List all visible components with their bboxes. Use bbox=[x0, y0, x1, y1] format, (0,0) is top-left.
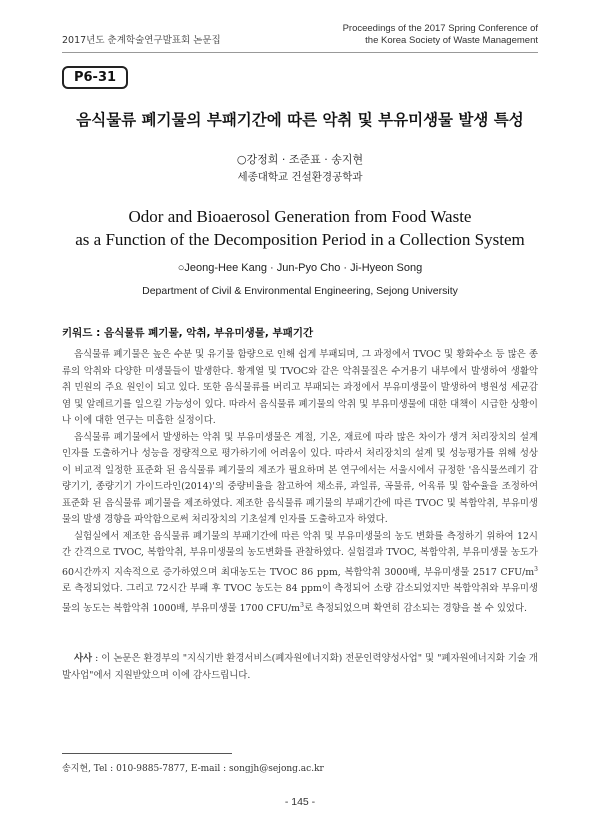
running-header-left: 2017년도 춘계학술연구발표회 논문집 bbox=[62, 35, 221, 46]
paragraph-3-part-b: 로 측정되었다. 그리고 72시간 부패 후 TVOC 농도는 84 ppm이 측정되어 소량 감소되었지만 복합악취와 부유미생물의 농도는 복합악취 1000배, 부유미생물 1700 CFU/m bbox=[62, 583, 538, 614]
paragraph-3-part-a: 실험실에서 제조한 음식물류 폐기물의 부패기간에 따른 악취 및 부유미생물의 농도 변화를 측정하기 위하여 12시간 간격으로 TVOC, 복합악취, 부유미생물의 농도변화를 관찰하였다. 실험결과 TVOC, 복합악취, 부유미생물 농도가 60시간까지 지속적으로 증가하였으며 최대농도는 TVOC 86 ppm, 복합악취 3000배, 부유미생물 2517 CFU/m bbox=[62, 530, 538, 578]
authors-english: ○Jeong-Hee Kang · Jun-Pyo Cho · Ji-Hyeon Song bbox=[177, 262, 423, 274]
paragraph-3-part-c: 로 측정되었으며 확연히 감소되는 경향을 볼 수 있었다. bbox=[303, 602, 527, 614]
header-right-line2: the Korea Society of Waste Management bbox=[365, 35, 538, 46]
acknowledgement bbox=[62, 651, 538, 684]
title-english-line2: as a Function of the Decomposition Period in a Collection System bbox=[75, 230, 525, 249]
title-korean: 음식물류 폐기물의 부패기간에 따른 악취 및 부유미생물 발생 특성 bbox=[76, 111, 524, 129]
paragraph-1: 음식물류 폐기물은 높은 수분 및 유기물 함량으로 인해 쉽게 부패되며, 그 과정에서 TVOC 및 황화수소 등 많은 종류의 악취와 다양한 미생물들이 발생한다. 황계열 및 TVOC와 같은 악취물질은 수거용기 내부에서 발생하여 생활악취 민원의 주요 원인이 되고 있다. 또한 음식물류를 버리고 부패되는 과정에서 부유미생물이 발생하여 병원성 세균감염 및 알레르기를 일으킬 가능성이 있다. 따라서 음식물류 폐기물의 악취 및 부유미생물에 대한 대책이 시급한 상황이나 이에 대한 연구는 미흡한 실정이다. bbox=[62, 349, 538, 426]
page-number: - 145 - bbox=[284, 796, 316, 808]
acknowledgement-text: : 이 논문은 환경부의 "지식기반 환경서비스(폐자원에너지화) 전문인력양성사업" 및 "폐자원에너지화 기술 개발사업"에서 지원받았으며 이에 감사드립니다. bbox=[62, 653, 538, 681]
footnote-divider bbox=[62, 753, 232, 754]
superscript-3-second: 3 bbox=[300, 601, 304, 609]
title-english bbox=[0, 205, 600, 251]
authors-korean: ○강정희 · 조준표 · 송지현 bbox=[236, 153, 364, 166]
header-right-line1: Proceedings of the 2017 Spring Conference of bbox=[342, 23, 538, 34]
title-english-line1: Odor and Bioaerosol Generation from Food Waste bbox=[128, 207, 472, 226]
header-divider bbox=[62, 52, 538, 53]
affiliation-korean: 세종대학교 건설환경공학과 bbox=[237, 171, 363, 183]
paragraph-3 bbox=[62, 529, 538, 618]
abstract-body bbox=[62, 347, 538, 617]
keywords: 키워드 : 음식물류 폐기물, 악취, 부유미생물, 부패기간 bbox=[62, 327, 314, 339]
corresponding-author-footnote: 송지현, Tel : 010-9885-7877, E-mail : songjh@sejong.ac.kr bbox=[62, 764, 324, 774]
running-header-right bbox=[343, 23, 538, 47]
paragraph-2: 음식물류 폐기물에서 발생하는 악취 및 부유미생물은 계절, 기온, 재료에 따라 많은 차이가 생겨 처리장치의 설계인자를 도출하거나 성능을 정량적으로 평가하기에 어려움이 있다. 따라서 처리장치의 설계 및 성능평가를 위해 성상이 비교적 일정한 표준화 된 음식물류 폐기물의 제조가 필요하며 본 연구에서는 서울시에서 규정한 '음식물쓰레기 감량기기, 종량기기 가이드라인(2014)'의 중량비율을 참고하여 채소류, 과일류, 곡물류, 어육류 및 함수율을 조정하여 표준화 된 음식물류 폐기물을 제조하였다. 제조한 음식물류 폐기물의 부패기간에 따른 TVOC 및 복합악취, 부유미생물의 발생 경향을 파악함으로써 처리장치의 기초설계 인자를 도출하고자 하였다. bbox=[62, 431, 538, 525]
acknowledgement-label: 사사 bbox=[74, 653, 93, 664]
paper-id-badge: P6-31 bbox=[62, 66, 128, 89]
superscript-3: 3 bbox=[534, 565, 538, 573]
affiliation-english: Department of Civil & Environmental Engineering, Sejong University bbox=[142, 285, 458, 297]
